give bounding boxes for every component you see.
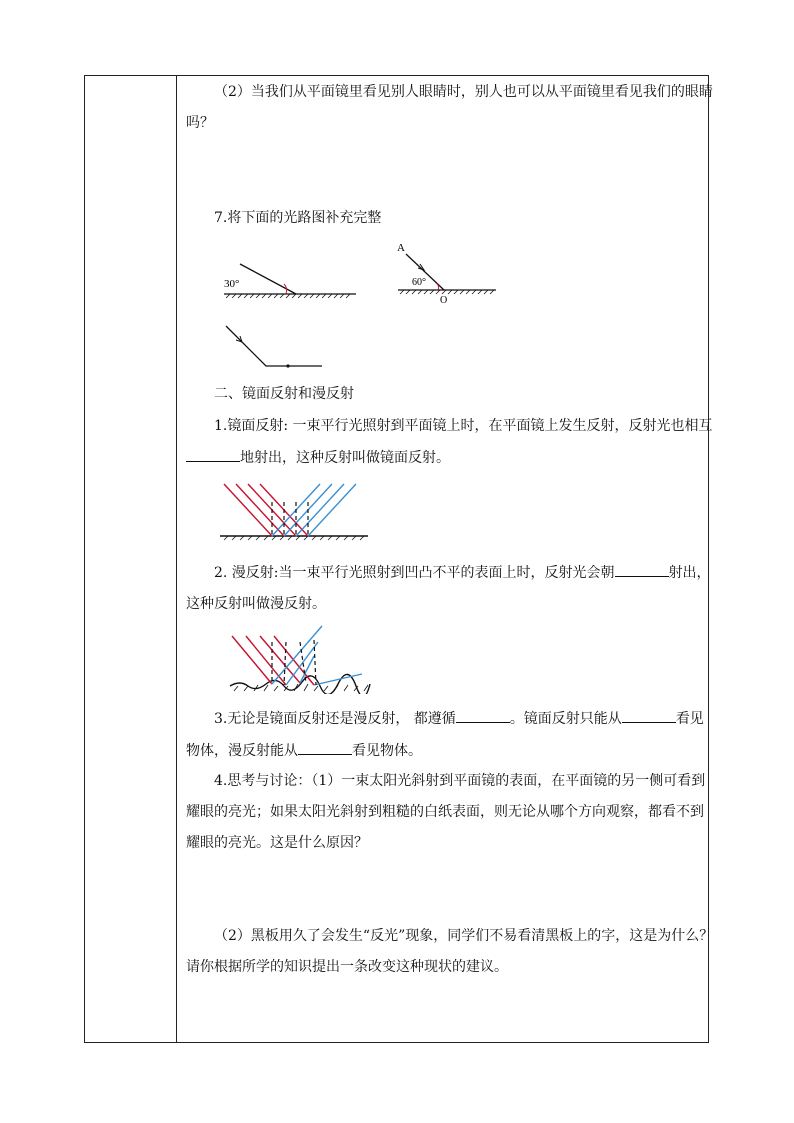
- item2-line2: 这种反射叫做漫反射。: [186, 596, 326, 612]
- point-label-a: A: [397, 242, 405, 254]
- item2-line1: 2. 漫反射:当一束平行光照射到凹凸不平的表面上时，反射光会朝 射出，: [214, 562, 711, 583]
- light-path: [226, 326, 322, 366]
- item4-2-line1: （2）黑板用久了会发生“反光”现象，同学们不易看清黑板上的字，这是为什么？: [214, 928, 714, 944]
- angle-label-60: 60°: [412, 277, 426, 288]
- normal-lines: [272, 640, 316, 685]
- mirror-hatching: [400, 290, 494, 294]
- path-point: [286, 364, 289, 367]
- item4-line3: 耀眼的亮光。这是什么原因？: [186, 835, 368, 851]
- answer-blank[interactable]: [615, 562, 669, 577]
- item4-2-line2: 请你根据所学的知识提出一条改变这种现状的建议。: [186, 959, 508, 975]
- q6-2-line1: （2）当我们从平面镜里看见别人眼睛时，别人也可以从平面镜里看见我们的眼睛: [214, 84, 713, 100]
- item4-line1: 4.思考与讨论：（1）一束太阳光斜射到平面镜的表面，在平面镜的另一侧可看到: [214, 773, 706, 789]
- point-label-o: O: [440, 295, 448, 306]
- answer-blank[interactable]: [186, 447, 240, 462]
- item3-line1: 3.无论是镜面反射还是漫反射， 都遵循 。镜面反射只能从 看见: [214, 708, 704, 729]
- answer-blank[interactable]: [298, 740, 352, 755]
- q6-2-line2: 吗？: [186, 115, 214, 131]
- surface-hatching: [234, 684, 368, 691]
- angle-label-30: 30°: [224, 278, 240, 290]
- answer-blank[interactable]: [622, 708, 676, 723]
- item1-line1: 1.镜面反射: 一束平行光照射到平面镜上时，在平面镜上发生反射，反射光也相互: [214, 418, 713, 434]
- specular-reflection-figure: [218, 478, 370, 542]
- q7-title: 7.将下面的光路图补充完整: [214, 210, 382, 226]
- q7-figure-3: [222, 322, 326, 370]
- reflected-rays: [272, 626, 362, 685]
- diffuse-reflection-figure: [226, 622, 374, 694]
- q7-figure-2: [396, 240, 500, 306]
- column-divider: [176, 75, 177, 1043]
- item3-line2: 物体，漫反射能从 看见物体。: [186, 740, 422, 761]
- table-frame: [84, 75, 709, 1043]
- item4-line2: 耀眼的亮光；如果太阳光斜射到粗糙的白纸表面，则无论从哪个方向观察，都看不到: [186, 804, 704, 820]
- mirror-hatching: [226, 294, 350, 298]
- q7-figure-1: [220, 252, 360, 304]
- incident-ray: [240, 264, 296, 294]
- incident-rays: [232, 636, 314, 685]
- answer-blank[interactable]: [456, 708, 510, 723]
- section2-title: 二、镜面反射和漫反射: [214, 386, 354, 402]
- item1-line2: 地射出，这种反射叫做镜面反射。: [186, 447, 450, 468]
